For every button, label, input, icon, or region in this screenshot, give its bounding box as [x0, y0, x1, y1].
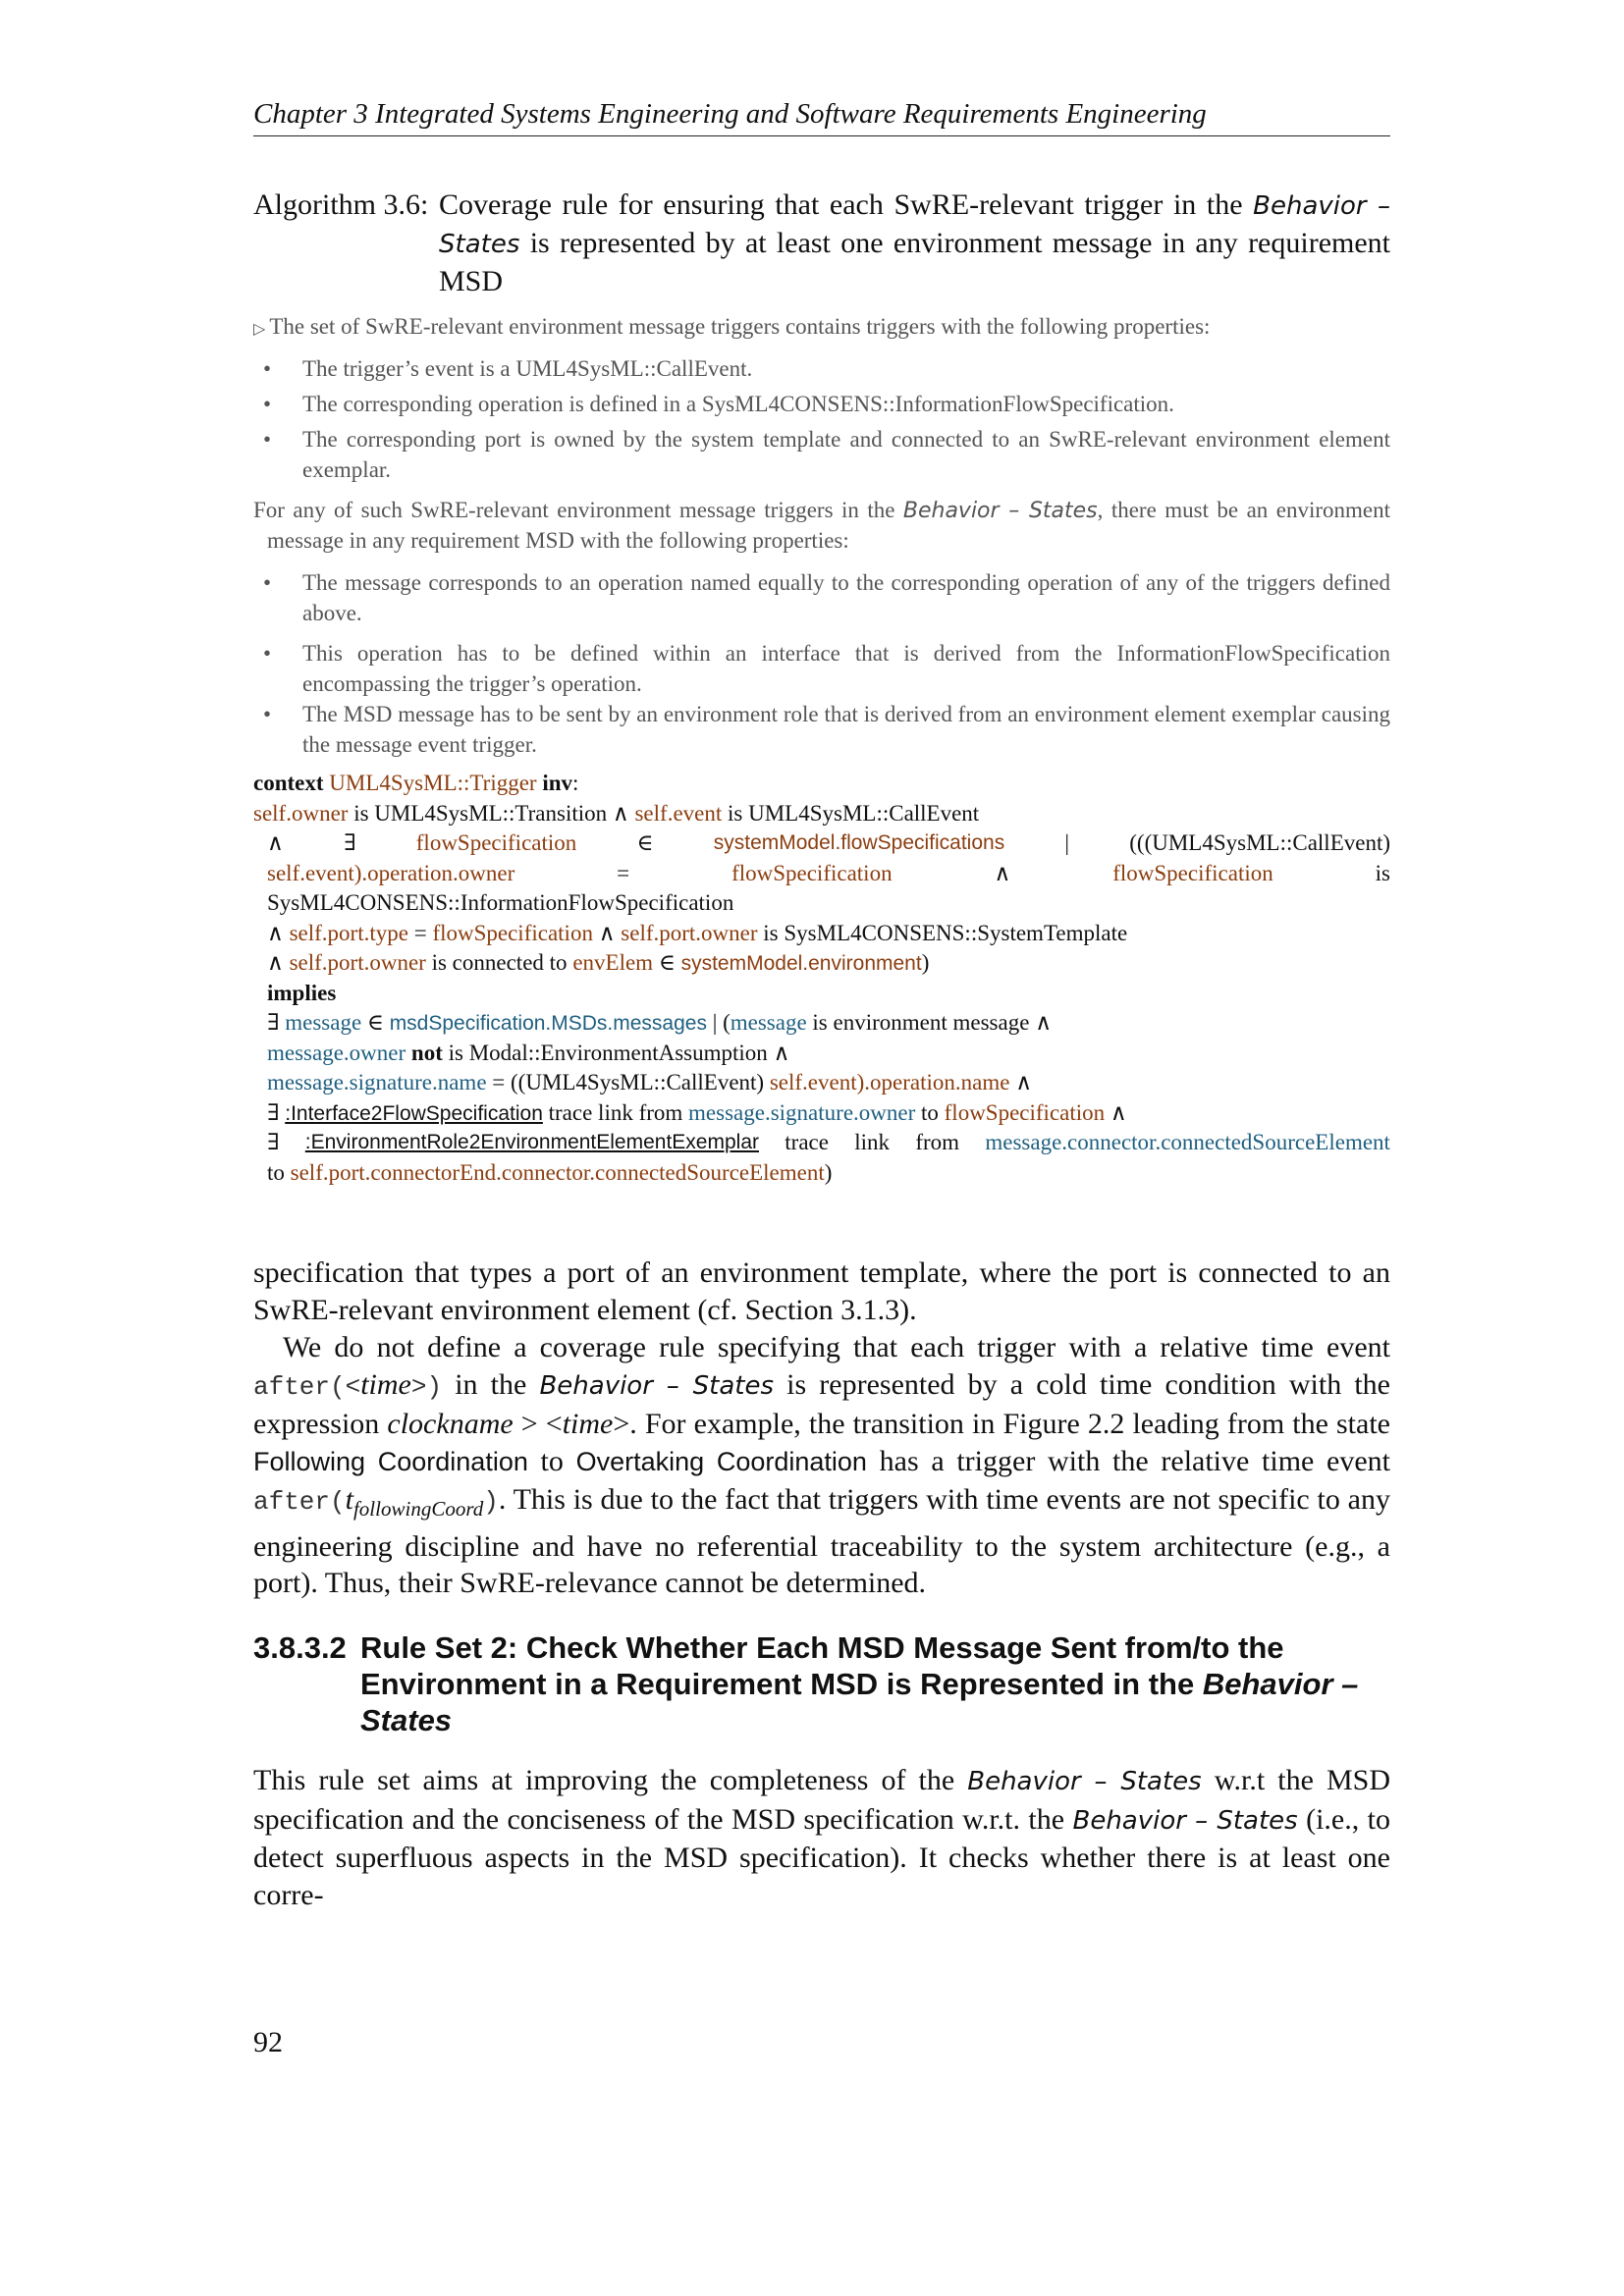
page-number: 92: [253, 2026, 283, 2058]
ocl-line: ∃ :Interface2FlowSpecification trace link from message.signature.owner to flowSpecification ∧: [267, 1099, 1127, 1125]
ocl-line: ∧ ∃ flowSpecification ∈ systemModel.flowSpecifications | (((UML4SysML::CallEvent): [267, 830, 1390, 855]
ocl-context-line: context UML4SysML::Trigger inv:: [253, 771, 579, 795]
ocl-line: to self.port.connectorEnd.connector.connectedSourceElement): [267, 1159, 833, 1185]
list-item: • The trigger’s event is a UML4SysML::CallEvent.: [302, 353, 1390, 384]
bullet-icon: •: [263, 570, 272, 595]
ocl-line: self.owner is UML4SysML::Transition ∧ self.event is UML4SysML::CallEvent: [253, 800, 980, 826]
algorithm-label: Algorithm 3.6:: [253, 188, 429, 221]
algorithm-title: Coverage rule for ensuring that each SwRE-relevant trigger in the Behavior – States is represented by at least one environment message in any requirement MSD: [439, 188, 1390, 297]
ocl-line: ∃ :EnvironmentRole2EnvironmentElementExemplar trace link from message.connector.connectedSourceElement: [267, 1130, 1390, 1154]
running-header: [253, 96, 1390, 136]
bullet-icon: •: [263, 392, 272, 416]
list-item: • The message corresponds to an operation named equally to the corresponding operation of any of the triggers defined above.: [302, 567, 1390, 628]
ocl-line: ∧ self.port.owner is connected to envElem ∈ systemModel.environment): [267, 950, 930, 975]
paragraph: This rule set aims at improving the completeness of the Behavior – States w.r.t the MSD specification and the conciseness of the MSD specification w.r.t. the Behavior – States (i.e., to detect superfluous aspects in the MSD specification). It checks whether there is at least one corre-: [253, 1764, 1391, 1912]
bullet-icon: •: [263, 641, 272, 666]
ocl-line: message.owner not is Modal::EnvironmentAssumption ∧: [267, 1040, 790, 1065]
paragraph: specification that types a port of an environment template, where the port is connected to an SwRE-relevant environment element (cf. Section 3.1.3).: [253, 1256, 1390, 1326]
ocl-line: ∧ self.port.type = flowSpecification ∧ self.port.owner is SysML4CONSENS::SystemTemplate: [267, 920, 1128, 945]
bullet-icon: •: [263, 427, 272, 452]
ocl-line: message.signature.name = ((UML4SysML::CallEvent) self.event).operation.name ∧: [267, 1070, 1033, 1095]
algorithm-comment-1: ▷ The set of SwRE-relevant environment message triggers contains triggers with the following properties:: [253, 314, 1211, 339]
paragraph: We do not define a coverage rule specifying that each trigger with a relative time event after(<time>) in the Behavior – States is represented by a cold time condition with the expression clockname > <time>. For example, the transition in Figure 2.2 leading from the state Following Coordination to Overtaking Coordination has a trigger with the relative time event $after(t_{followingCoord})$. This is due to the fact that triggers with time events are not specific to any engineering discipline and have no referential traceability to the system architecture (e.g., a port). Thus, their SwRE-relevance cannot be determined.: [253, 1331, 1390, 1600]
running-title: Chapter 3 Integrated Systems Engineering and Software Requirements Engineering: [253, 98, 1207, 130]
triangle-icon: ▷: [253, 321, 266, 338]
list-item: • The corresponding port is owned by the system template and connected to an SwRE-relevant environment element exemplar.: [302, 424, 1390, 485]
ocl-line: implies: [267, 980, 337, 1005]
bullet-icon: •: [263, 356, 272, 381]
list-item: • This operation has to be defined within an interface that is derived from the InformationFlowSpecification encompassing the trigger’s operation.: [302, 638, 1390, 699]
algorithm-comment-2: For any of such SwRE-relevant environment message triggers in the Behavior – States, there must be an environment message in any requirement MSD with the following properties:: [253, 498, 1390, 553]
list-item: • The corresponding operation is defined in a SysML4CONSENS::InformationFlowSpecification.: [302, 389, 1390, 419]
ocl-line: self.event).operation.owner = flowSpecification ∧ flowSpecification is: [267, 860, 1390, 885]
bullet-icon: •: [263, 702, 272, 726]
section-title: Rule Set 2: Check Whether Each MSD Message Sent from/to the Environment in a Requirement MSD is Represented in the Behavior – States: [360, 1630, 1359, 1737]
ocl-line: ∃ message ∈ msdSpecification.MSDs.messages | (message is environment message ∧: [267, 1010, 1053, 1035]
section-number: 3.8.3.2: [253, 1630, 347, 1665]
list-item: • The MSD message has to be sent by an environment role that is derived from an environment element exemplar causing the message event trigger.: [302, 699, 1390, 760]
ocl-constraint: [253, 769, 1390, 1188]
ocl-line: SysML4CONSENS::InformationFlowSpecification: [267, 890, 734, 915]
